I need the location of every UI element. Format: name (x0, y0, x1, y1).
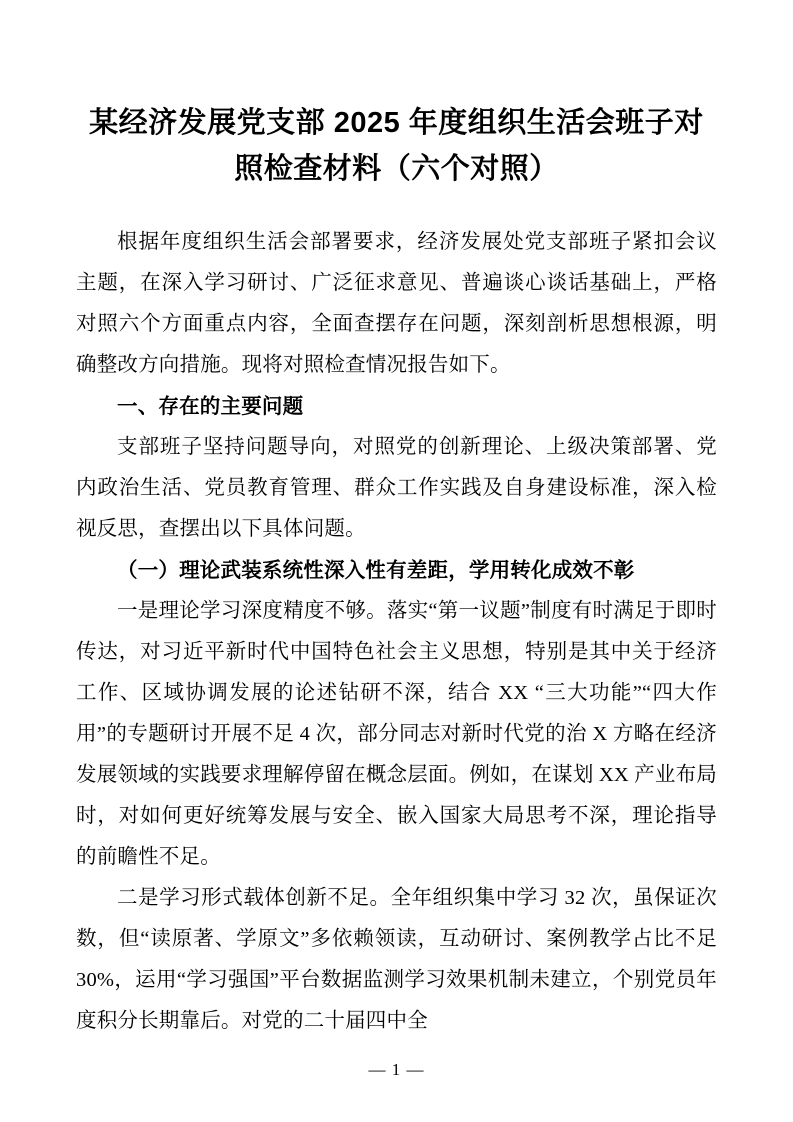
paragraph-overview: 支部班子坚持问题导向，对照党的创新理论、上级决策部署、党内政治生活、党员教育管理、群众工作实践及自身建设标准，深入检视反思，查摆出以下具体问题。 (76, 436, 717, 540)
paragraph-intro: 根据年度组织生活会部署要求，经济发展处党支部班子紧扣会议主题，在深入学习研讨、广泛征求意见、普遍谈心谈话基础上，严格对照六个方面重点内容，全面查摆存在问题，深刻剖析思想根源，明确整改方向措施。现将对照检查情况报告如下。 (76, 231, 717, 376)
paragraph-point-two: 二是学习形式载体创新不足。全年组织集中学习 32 次，虽保证次数，但“读原著、学原文”多依赖领读，互动研讨、案例教学占比不足 30%，运用“学习强国”平台数据监测学习效果机制未建立，个别党员年度积分长期靠后。对党的二十届四中全 (76, 887, 717, 1032)
section-heading-main-problems: 一、存在的主要问题 (117, 395, 304, 418)
page-title: 某经济发展党支部 2025 年度组织生活会班子对照检查材料（六个对照） (89, 107, 704, 185)
document-body (76, 222, 717, 1042)
subsection-heading-theory: （一）理论武装系统性深入性有差距，学用转化成效不彰 (117, 559, 635, 582)
page-number: — 1 — (368, 1060, 425, 1079)
paragraph-point-one: 一是理论学习深度精度不够。落实“第一议题”制度有时满足于即时传达，对习近平新时代中国特色社会主义思想，特别是其中关于经济工作、区域协调发展的论述钻研不深，结合 XX “三大功能”“四大作用”的专题研讨开展不足 4 次，部分同志对新时代党的治 X 方略在经济发展领域的实践要求理解停留在概念层面。例如，在谋划 XX 产业布局时，对如何更好统筹发展与安全、嵌入国家大局思考不深，理论指导的前瞻性不足。 (76, 600, 717, 868)
